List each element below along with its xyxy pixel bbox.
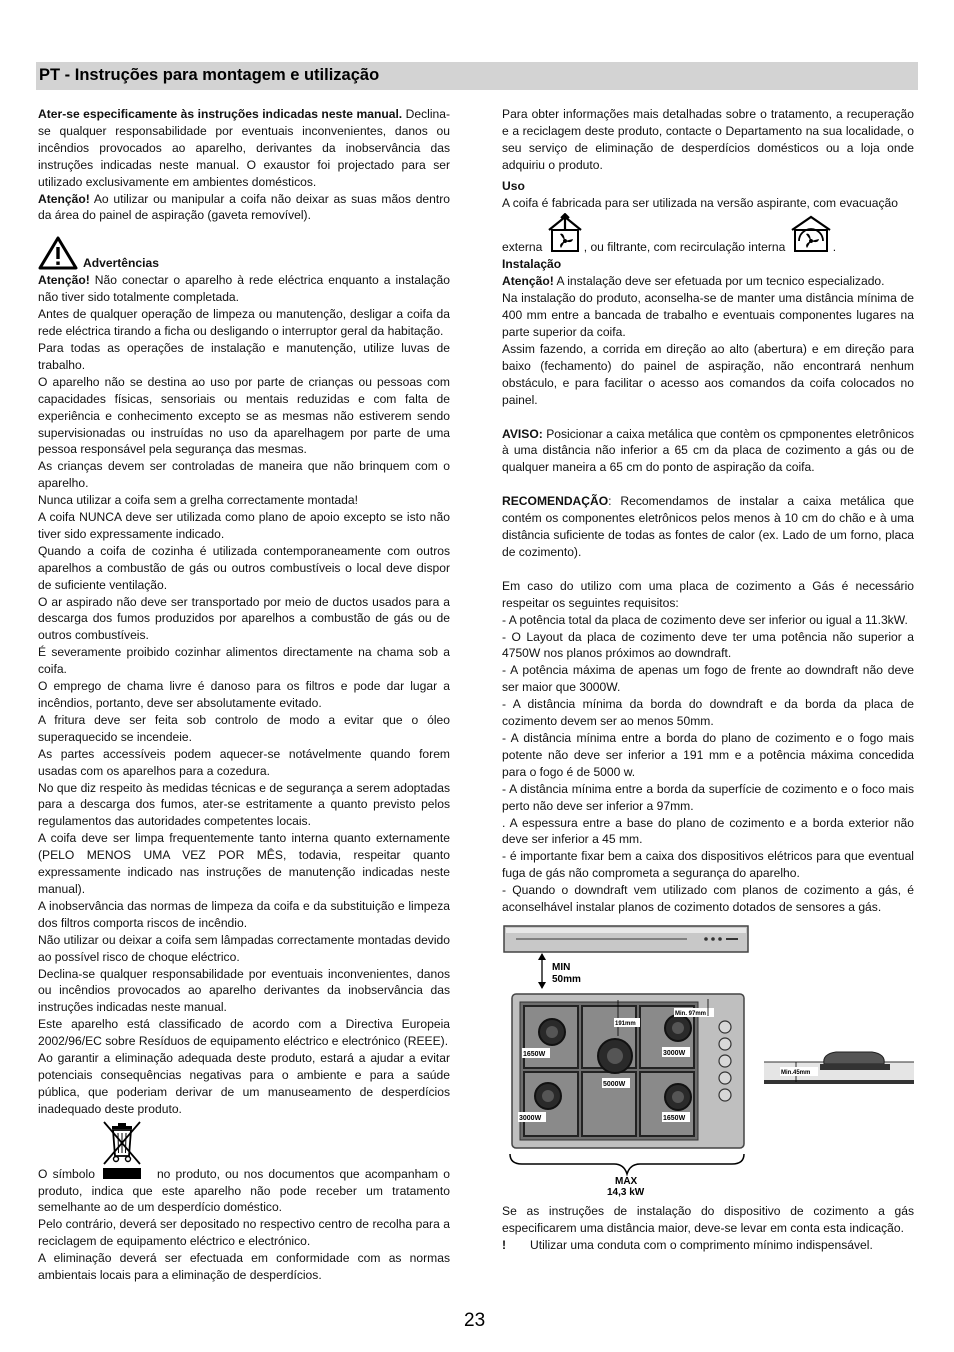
burner-label-bottom-left: 3000W xyxy=(519,1114,542,1122)
warning-icon xyxy=(38,236,78,270)
exclamation-mark: ! xyxy=(502,1237,507,1252)
max-value: 14,3 kW xyxy=(607,1186,645,1198)
knob xyxy=(719,1055,731,1067)
warning-paragraph: O emprego de chama livre é danoso para os filtros e pode dar lugar a incêndios, portanto, deve ser absolutamente evitado. xyxy=(38,679,450,710)
attention2-paragraph xyxy=(38,272,450,306)
symbol-pre: O símbolo xyxy=(38,1166,95,1181)
gas-requirement: - A distância mínima entre a borda do plano de cozimento e o fogo mais potente não deve ser inferior a 191 mm e a potência máxima concedida para o fogo é de 5000 w. xyxy=(502,731,914,779)
closing-note-text: Utilizar uma conduta com o comprimento mínimo indispensável. xyxy=(530,1237,873,1252)
uso-modes xyxy=(502,213,914,256)
warning-paragraph: A fritura deve ser feita sob controlo de modo a evitar que o óleo superaquecido se incendeie. xyxy=(38,712,450,744)
max-label: MAX xyxy=(615,1175,638,1187)
install-paragraph: Na instalação do produto, aconselha-se de manter uma distância mínima de 400 mm entre a bancada de trabalho e eventuais componentes lugares na parte superior da coifa. xyxy=(502,291,914,339)
left-column xyxy=(38,106,450,1284)
cooktop-diagram xyxy=(502,922,914,1199)
gas-requirement: - A potência máxima de apenas um fogo de frente ao downdraft não deve ser maior que 3000W. xyxy=(502,663,914,695)
attention-paragraph xyxy=(38,191,450,225)
filtrante-text: , ou filtrante, com recirculação interna xyxy=(583,240,786,255)
install-attention-bold: Atenção! xyxy=(502,274,554,289)
gas-requirement: . A espessura entre a base do plano de cozimento e a borda exterior não deve ser inferior a 45 mm. xyxy=(502,815,914,847)
knob xyxy=(719,1021,731,1033)
right-column xyxy=(502,106,914,1254)
warning-paragraph: Antes de qualquer operação de limpeza ou manutenção, desligar a coifa da rede eléctrica tirando a ficha ou desligando o interruptor geral da habitação. xyxy=(38,307,450,339)
burner-label-top-left: 1650W xyxy=(523,1050,546,1058)
final-paragraph: Pelo contrário, deverá ser depositado no respectivo centro de recolha para a reciclagem de equipamento eléctrico e electrónico. xyxy=(38,1217,450,1249)
warning-paragraph: A inobservância das normas de limpeza da coifa e da substituição e limpeza dos filtros comporta riscos de incêndio. xyxy=(38,898,450,930)
attention2-text: Não conectar o aparelho à rede eléctrica enquanto a instalação não tiver sido totalmente completada. xyxy=(38,273,450,305)
uso-heading: Uso xyxy=(502,178,525,193)
warning-paragraph: É severamente proibido cozinhar alimentos directamente na chama sob a coifa. xyxy=(38,645,450,677)
warning-paragraph: No que diz respeito às medidas técnicas e de segurança a serem adoptadas para a descarga dos fumos, ater-se estritamente a quanto previsto pelos regulamentos das autoridades competentes locais. xyxy=(38,780,450,829)
ducted-fan-house-icon xyxy=(546,213,584,253)
black-bar-symbol xyxy=(103,1168,141,1179)
warning-paragraph: Nunca utilizar a coifa sem a grelha correctamente montada! xyxy=(38,493,358,508)
recommendation-text: : Recomendamos de instalar a caixa metálica que contém os componentes eletrônicos pelos menos à 10 cm do chão e à uma distância suficiente de todas as fontes de calor (ex. Lado de um forno, placa de cozimento). xyxy=(502,494,914,559)
symbol-paragraph xyxy=(38,1166,450,1217)
warning-paragraph: As crianças devem ser controladas de maneira que não brinquem com o aparelho. xyxy=(38,459,450,491)
warnings-heading xyxy=(38,236,450,272)
gas-intro: Em caso do utilizo com uma placa de cozimento a Gás é necessário respeitar os seguintes requisitos: xyxy=(502,578,914,610)
gas-requirement: - A distância mínima entre a borda da superfície de cozimento e o foco mais perto não deve ser inferior a 97mm. xyxy=(502,781,914,813)
aviso-bold: AVISO: xyxy=(502,426,543,441)
cooktop-installation-figure xyxy=(502,922,914,1199)
recycling-paragraph: Para obter informações mais detalhadas sobre o tratamento, a recuperação e a reciclagem deste produto, contacte o Departamento na sua localidade, o seu serviço de eliminação de desperdícios domésticos ou a loja onde adquiriu o produto. xyxy=(502,107,914,172)
closing-note xyxy=(502,1237,914,1254)
closing-paragraph: Se as instruções de instalação do dispositivo de cozimento a gás especificarem uma distância maior, deve-se levar em conta esta indicação. xyxy=(502,1203,914,1235)
warning-paragraph: Quando a coifa de cozinha é utilizada contemporaneamente com outros aparelhos a combustão de gás ou outros combustíveis o local deve dispor de suficiente ventilação. xyxy=(38,543,450,592)
warning-paragraph: Este aparelho está classificado de acordo com a Directiva Europeia 2002/96/EC sobre Resíduos de equipamento eléctrico e electrónico (REEE). xyxy=(38,1017,450,1049)
recommendation-bold: RECOMENDAÇÃO xyxy=(502,494,609,509)
aviso-paragraph xyxy=(502,426,914,477)
min-value: 50mm xyxy=(552,973,581,985)
min-97-label: Min. 97mm xyxy=(675,1010,707,1017)
knob xyxy=(719,1089,731,1101)
attention-bold: Atenção! xyxy=(38,191,90,206)
attention2-bold: Atenção! xyxy=(38,273,90,288)
warning-paragraph: A coifa NUNCA deve ser utilizada como plano de apoio excepto se isto não tiver sido expressamente indicado. xyxy=(38,510,450,541)
warning-paragraph: O ar aspirado não deve ser transportado por meio de ductos usados para a descarga dos fumos produzidos por aparelhos a combustão de gás ou de outros combustíveis. xyxy=(38,594,450,643)
warning-paragraph: As partes accessíveis podem aquecer-se notávelmente quando forem usadas com os aparelhos para a cozedura. xyxy=(38,746,450,778)
filtrante-end: . xyxy=(832,240,837,255)
intro-bold: Ater-se especificamente às instruções indicadas neste manual. xyxy=(38,107,403,121)
page-title: PT - Instruções para montagem e utilização xyxy=(36,62,918,90)
attention-text: Ao utilizar ou manipular a coifa não deixar as suas mãos dentro da área do painel de aspiração (gaveta removível). xyxy=(38,191,450,223)
final-paragraph: A eliminação deverá ser efectuada em conformidade com as normas ambientais locais para a eliminação de desperdícios. xyxy=(38,1251,450,1283)
symbol-post: no produto, ou nos documentos que acompanham o produto, indica que este aparelho não pode receber um tratamento semelhante ao de um desperdício doméstico. xyxy=(38,1166,450,1215)
gas-requirement: - é importante fixar bem a caixa dos dispositivos elétricos para que eventual fuga de gás não comprometa a segurança do aparelho. xyxy=(502,849,914,881)
dist-191-label: 191mm xyxy=(615,1020,636,1027)
warning-paragraph: Não utilizar ou deixar a coifa sem lâmpadas correctamente montadas devido ao possível risco de choque eléctrico. xyxy=(38,932,450,964)
gas-requirement: - A potência total da placa de cozimento deve ser inferior ou igual a 11.3kW. xyxy=(502,612,908,627)
gas-requirement: - Quando o downdraft vem utilizado com planos de cozimento a gás, é aconselhável instalar planos de cozimento dotados de sensores a gás. xyxy=(502,883,914,915)
recommendation-paragraph xyxy=(502,493,914,561)
weee-bin-icon xyxy=(100,1118,144,1166)
burner-label-bottom-right: 1650W xyxy=(663,1114,686,1122)
warning-paragraph: Ao garantir a eliminação adequada deste produto, estará a ajudar a evitar potenciais consequências negativas para o ambiente e para a saúde pública, que poderiam derivar de um manuseamento de desperdícios inadequado deste produto. xyxy=(38,1051,450,1116)
install-attention-text: A instalação deve ser efetuada por um tecnico especializado. xyxy=(553,274,885,289)
warning-paragraph: Declina-se qualquer responsabilidade por eventuais inconvenientes, danos ou incêndios provocados ao aparelho derivantes da inobservância das instruções indicadas neste manual. xyxy=(38,966,450,1015)
warning-paragraph: A coifa deve ser limpa frequentemente tanto interna quanto externamente (PELO MENOS UMA VEZ POR MÊS, todavia, respeitar quanto expressamente indicado nas instruções de manutenção indicadas neste manual). xyxy=(38,831,450,896)
aviso-text: Posicionar a caixa metálica que contèm os cpmponentes eletrônicos à uma distância não inferior a 65 cm da placa de cozimento a gás ou de qualquer maneira a 65 cm do ponto de aspiração da coifa. xyxy=(502,426,914,475)
warning-paragraph: O aparelho não se destina ao uso por parte de crianças ou pessoas com capacidades físicas, sensoriais ou mentais reduzidas e com falta de experiência e conhecimento excepto se as mesmas não estiverem sendo supervisionadas ou instruídas no uso da aparelhagem por parte de uma pessoa responsável pela segurança das mesmas. xyxy=(38,374,450,457)
install-paragraph: Assim fazendo, a corrida em direção ao alto (abertura) e em direção para baixo (fechamento) do painel de aspiração, não encontrará nenhum obstáculo, e para facilitar o acesso aos comandos da coifa colocados no painel. xyxy=(502,341,914,407)
min-label: MIN xyxy=(552,961,571,973)
warning-paragraph: Para todas as operações de instalação e manutenção, utilize luvas de trabalho. xyxy=(38,340,450,372)
externa-label: externa xyxy=(502,240,543,255)
intro-text: Declina-se qualquer responsabilidade por eventuais inconvenientes, danos ou incêndios provocados ao aparelho, derivantes da inobservância das instruções indicadas neste manual. O exaustor foi projectado para ser utilizado exclusivamente em ambientes domésticos. xyxy=(38,107,450,189)
min-45-label: Min.45mm xyxy=(781,1069,811,1076)
uso-text: A coifa é fabricada para ser utilizada na versão aspirante, com evacuação xyxy=(502,195,898,210)
warnings-heading-text: Advertências xyxy=(83,256,159,271)
install-attention xyxy=(502,273,914,290)
recirculation-fan-house-icon xyxy=(789,215,833,253)
knob xyxy=(719,1072,731,1084)
gas-requirement: - O Layout da placa de cozimento deve ter uma potência não superior a 4750W nos planos próximos ao downdraft. xyxy=(502,629,914,661)
gas-requirement: - A distância mínima da borda do downdraft e da borda da placa de cozimento devem ser ao menos 50mm. xyxy=(502,697,914,729)
instalacao-heading: Instalação xyxy=(502,257,562,272)
intro-paragraph xyxy=(38,106,450,191)
knob xyxy=(719,1038,731,1050)
burner-label-center: 5000W xyxy=(603,1080,626,1088)
page-number: 23 xyxy=(464,1310,486,1331)
burner-label-top-right: 3000W xyxy=(663,1049,686,1057)
